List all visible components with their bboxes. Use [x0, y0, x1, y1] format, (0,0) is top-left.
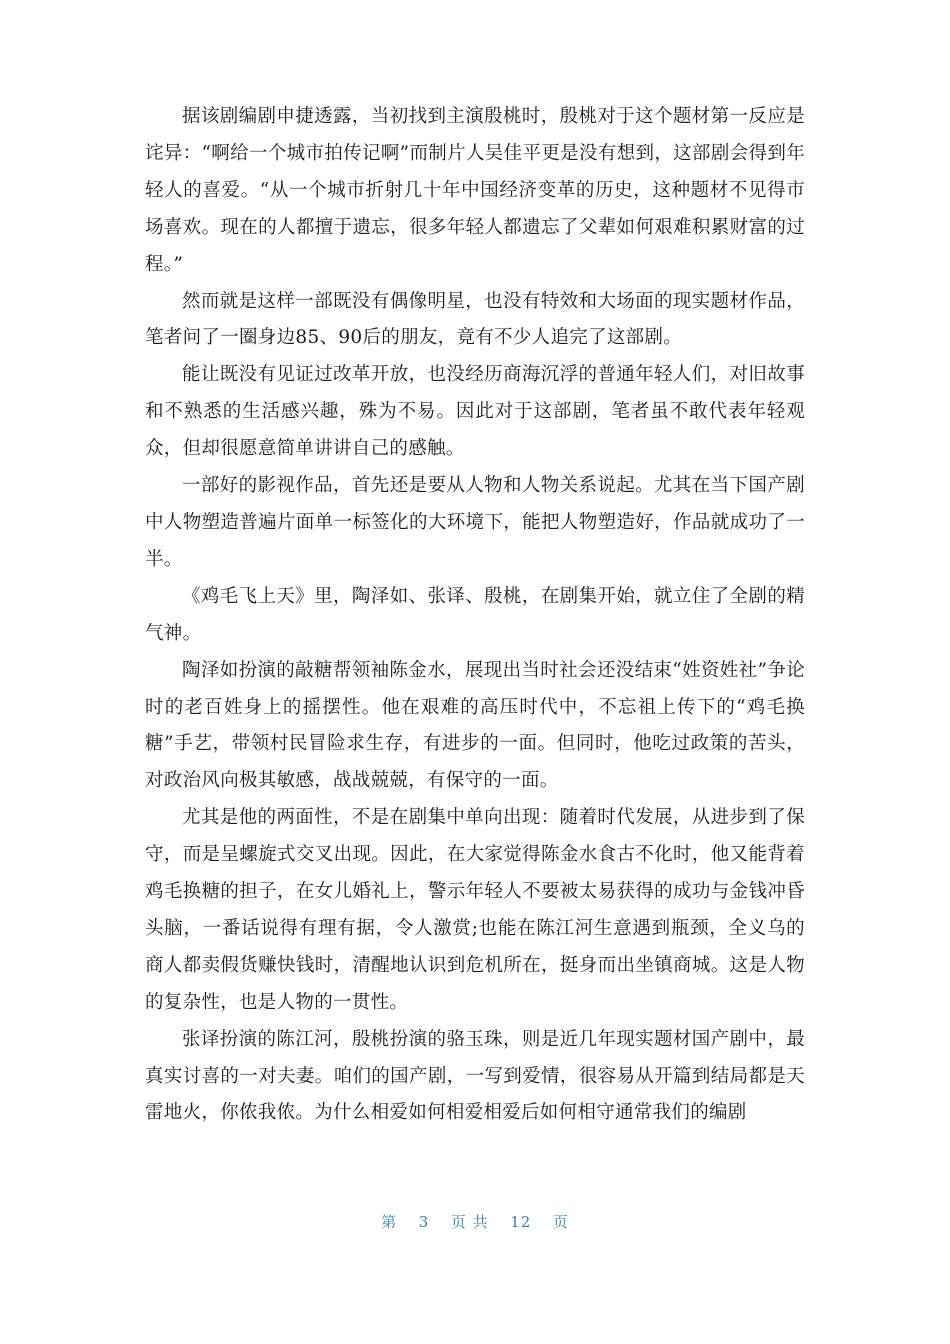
paragraph: 能让既没有见证过改革开放，也没经历商海沉浮的普通年轻人们，对旧故事和不熟悉的生活感兴趣，殊为不易。因此对于这部剧，笔者虽不敢代表年轻观众，但却很愿意简单讲讲自己的感触。	[145, 364, 805, 460]
footer-page-number: 3	[418, 1213, 430, 1231]
footer-page-unit: 页	[450, 1213, 467, 1231]
paragraph: 尤其是他的两面性，不是在剧集中单向出现：随着时代发展，从进步到了保守，而是呈螺旋式交叉出现。因此，在大家觉得陈金水食古不化时，他又能背着鸡毛换糖的担子，在女儿婚礼上，警示年轻人不要被太易获得的成功与金钱冲昏头脑，一番话说得有理有据，令人激赏;也能在陈江河生意遇到瓶颈，全义乌的商人都卖假货赚快钱时，清醒地认识到危机所在，挺身而出坐镇商城。这是人物的复杂性，也是人物的一贯性。	[145, 807, 805, 1013]
footer-total-label: 共	[472, 1213, 489, 1231]
paragraph: 《鸡毛飞上天》里，陶泽如、张译、殷桃，在剧集开始，就立住了全剧的精气神。	[145, 585, 805, 644]
paragraph: 然而就是这样一部既没有偶像明星，也没有特效和大场面的现实题材作品，笔者问了一圈身边85、90后的朋友，竟有不少人追完了这部剧。	[145, 290, 805, 349]
body-text	[145, 99, 805, 1132]
paragraph: 陶泽如扮演的敲糖帮领袖陈金水，展现出当时社会还没结束“姓资姓社”争论时的老百姓身上的摇摆性。他在艰难的高压时代中，不忘祖上传下的“鸡毛换糖”手艺，带领村民冒险求生存，有进步的一面。但同时，他吃过政策的苦头，对政治风向极其敏感，战战兢兢，有保守的一面。	[145, 659, 805, 792]
paragraph: 据该剧编剧申捷透露，当初找到主演殷桃时，殷桃对于这个题材第一反应是诧异：“啊给一个城市拍传记啊”而制片人吴佳平更是没有想到，这部剧会得到年轻人的喜爱。“从一个城市折射几十年中国经济变革的历史，这种题材不见得市场喜欢。现在的人都擅于遗忘，很多年轻人都遗忘了父辈如何艰难积累财富的过程。”	[145, 106, 805, 275]
footer-total-pages: 12	[510, 1213, 532, 1231]
footer-total-unit: 页	[552, 1213, 569, 1231]
paragraph: 张译扮演的陈江河，殷桃扮演的骆玉珠，则是近几年现实题材国产剧中，最真实讨喜的一对夫妻。咱们的国产剧，一写到爱情，很容易从开篇到结局都是天雷地火，你侬我侬。为什么相爱如何相爱相爱后如何相守通常我们的编剧	[145, 1028, 805, 1124]
footer-page-label: 第	[381, 1213, 398, 1231]
paragraph: 一部好的影视作品，首先还是要从人物和人物关系说起。尤其在当下国产剧中人物塑造普遍片面单一标签化的大环境下，能把人物塑造好，作品就成功了一半。	[145, 475, 805, 570]
page-footer	[0, 1211, 950, 1232]
